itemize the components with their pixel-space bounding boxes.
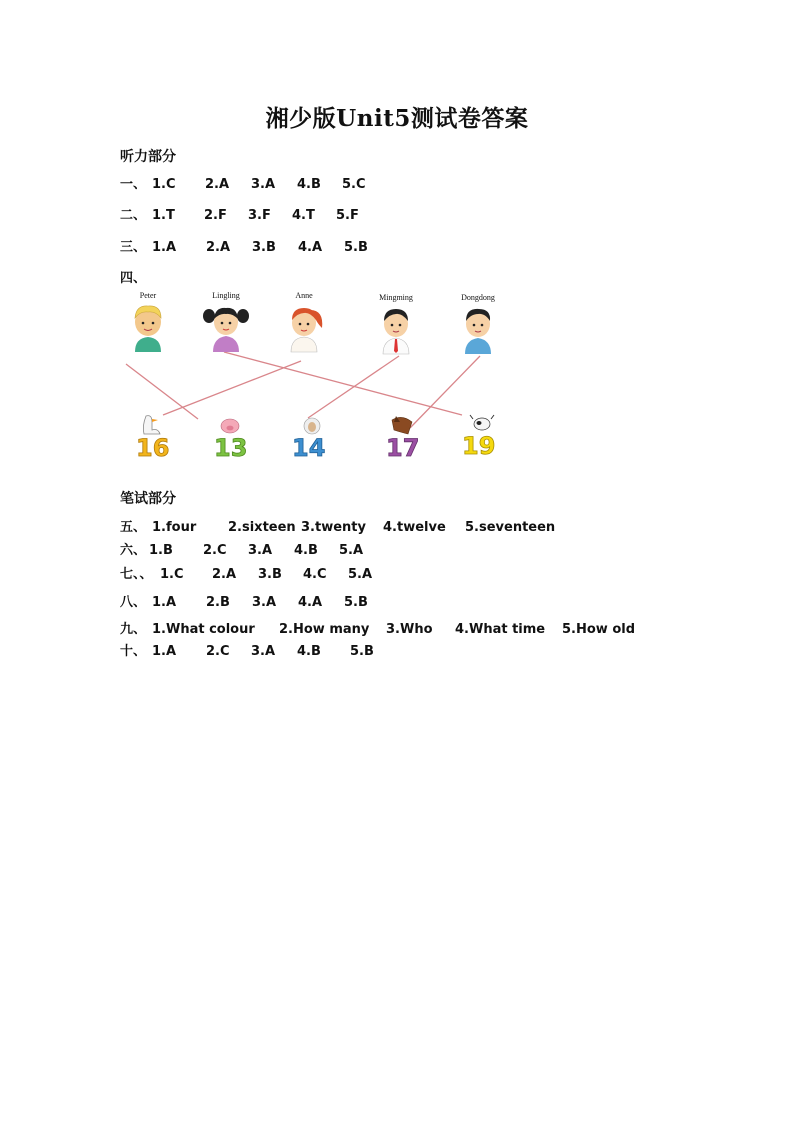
answer-item: 4.What time — [455, 622, 546, 637]
kid-peter — [118, 290, 178, 358]
kid-name: Anne — [295, 291, 313, 300]
number-label: 14 — [292, 434, 326, 462]
answer-item: 1.What colour — [152, 622, 255, 637]
answer-item: 4.C — [303, 567, 327, 582]
answer-item: 5.seventeen — [465, 520, 556, 535]
answer-item: 1.B — [149, 543, 173, 558]
number-badge-16 — [132, 412, 182, 462]
answer-item: 3.Who — [386, 622, 433, 637]
match-line-lingling — [224, 352, 462, 415]
answer-item: 1.T — [152, 208, 175, 223]
answer-item: 5.A — [339, 543, 364, 558]
number-label: 13 — [214, 434, 248, 462]
answer-row-q9 — [120, 621, 636, 639]
number-badge-13 — [210, 412, 260, 462]
row-prefix: 三、 — [120, 240, 147, 255]
answer-item: 5.B — [350, 644, 374, 659]
goose-icon — [132, 412, 182, 462]
row-prefix: 一、 — [120, 177, 147, 192]
writing-heading: 笔试部分 — [120, 491, 176, 507]
row-prefix: 七、、 — [120, 567, 153, 582]
row-prefix: 四、 — [120, 271, 147, 286]
answer-row-q7 — [120, 566, 373, 584]
number-label: 19 — [462, 432, 496, 460]
boy-avatar-icon — [366, 304, 426, 356]
answer-item: 5.How old — [562, 622, 636, 637]
answer-item: 4.A — [298, 240, 323, 255]
row-prefix: 九、 — [120, 622, 147, 637]
girl-avatar-icon — [274, 302, 334, 354]
answer-item: 2.sixteen — [228, 520, 296, 535]
answer-item: 3.twenty — [301, 520, 366, 535]
answer-item: 1.four — [152, 520, 197, 535]
answer-item: 2.A — [205, 177, 230, 192]
answer-item: 2.C — [206, 644, 230, 659]
answer-row-q4 — [120, 270, 146, 288]
answer-item: 2.A — [206, 240, 231, 255]
answer-item: 4.B — [297, 177, 321, 192]
kid-name: Peter — [139, 291, 157, 300]
answer-row-q10 — [120, 643, 374, 661]
answer-item: 4.B — [297, 644, 321, 659]
answer-row-q2 — [120, 207, 359, 225]
row-prefix: 八、 — [120, 595, 147, 610]
boy-avatar-icon — [448, 304, 508, 356]
answer-item: 4.B — [294, 543, 318, 558]
match-line-mingming — [308, 356, 399, 418]
answer-row-q1 — [120, 176, 366, 194]
kid-anne — [274, 290, 334, 358]
answer-row-q8 — [120, 594, 368, 612]
answer-item: 3.B — [252, 240, 276, 255]
answer-item: 5.B — [344, 240, 368, 255]
answer-item: 5.A — [348, 567, 373, 582]
number-label: 17 — [386, 434, 420, 462]
listening-heading: 听力部分 — [120, 149, 176, 165]
row-prefix: 十、 — [120, 644, 147, 659]
answer-item: 1.A — [152, 240, 177, 255]
match-line-anne — [163, 361, 301, 415]
answer-item: 2.B — [206, 595, 230, 610]
answer-item: 3.A — [248, 543, 273, 558]
answer-item: 2.How many — [279, 622, 370, 637]
answer-row-q3 — [120, 239, 368, 257]
answer-item: 4.twelve — [383, 520, 446, 535]
answer-row-q6 — [120, 542, 364, 560]
answer-item: 3.A — [251, 644, 276, 659]
sheep-icon — [290, 412, 340, 462]
answer-item: 3.A — [252, 595, 277, 610]
kid-name: Mingming — [379, 293, 413, 302]
kid-mingming — [366, 292, 426, 360]
answer-item: 1.C — [152, 177, 176, 192]
girl-avatar-icon — [196, 302, 256, 354]
kid-dongdong — [448, 292, 508, 360]
answer-item: 5.F — [336, 208, 359, 223]
pig-icon — [210, 412, 260, 462]
answer-row-q5 — [120, 519, 556, 537]
number-badge-14 — [290, 412, 340, 462]
row-prefix: 六、 — [120, 543, 147, 558]
answer-item: 1.A — [152, 595, 177, 610]
answer-item: 1.A — [152, 644, 177, 659]
answer-item: 3.A — [251, 177, 276, 192]
answer-item: 1.C — [160, 567, 184, 582]
answer-item: 5.C — [342, 177, 366, 192]
answer-item: 2.A — [212, 567, 237, 582]
answer-item: 2.C — [203, 543, 227, 558]
boy-avatar-icon — [118, 302, 178, 354]
row-prefix: 二、 — [120, 208, 147, 223]
kid-lingling — [196, 290, 256, 358]
match-line-peter — [126, 364, 198, 419]
number-label: 16 — [136, 434, 170, 462]
number-badge-17 — [382, 412, 432, 462]
page-title: 湘少版Unit5测试卷答案 — [265, 105, 529, 132]
answer-item: 4.A — [298, 595, 323, 610]
kid-name: Dongdong — [461, 293, 495, 302]
matching-picture — [118, 290, 518, 465]
cow-icon — [458, 412, 508, 462]
kid-name: Lingling — [212, 291, 240, 300]
row-prefix: 五、 — [120, 520, 147, 535]
answer-item: 3.F — [248, 208, 271, 223]
horse-icon — [382, 412, 432, 462]
answer-item: 4.T — [292, 208, 315, 223]
answer-item: 5.B — [344, 595, 368, 610]
answer-item: 2.F — [204, 208, 227, 223]
answer-item: 3.B — [258, 567, 282, 582]
number-badge-19 — [458, 412, 508, 462]
